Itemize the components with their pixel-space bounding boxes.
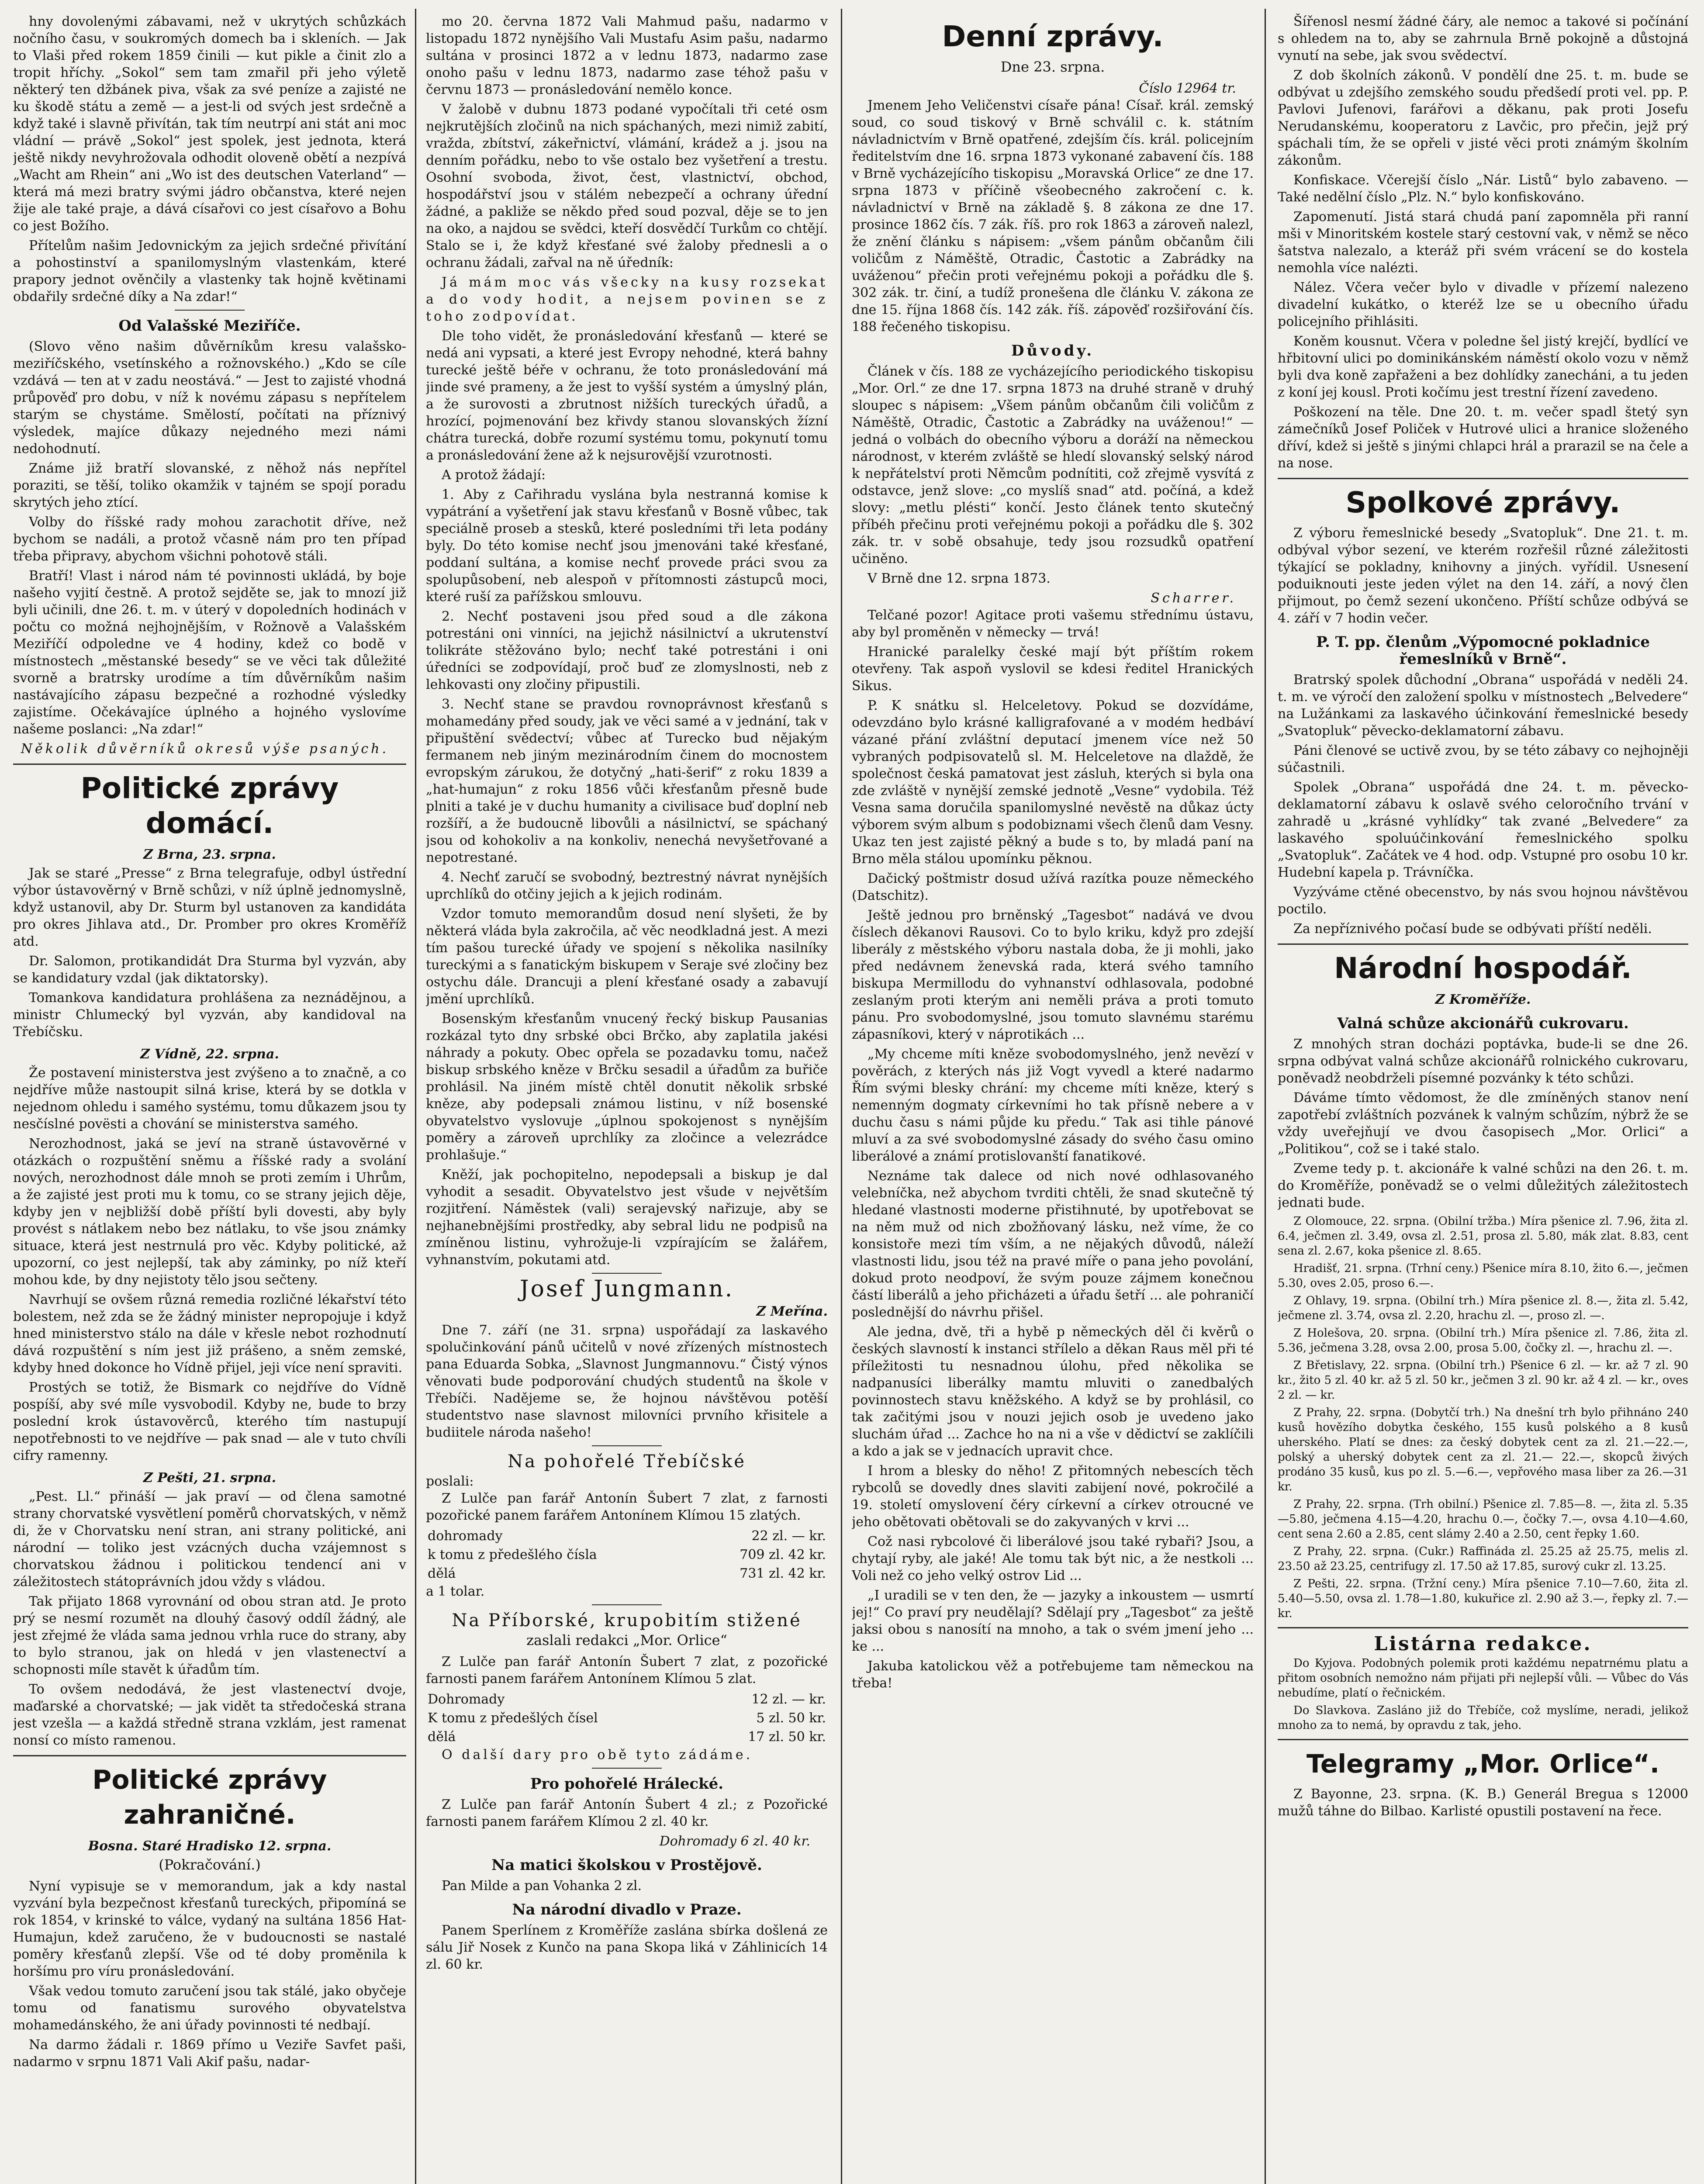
article-text: Pan Milde a pan Vohanka 2 zl. xyxy=(442,1878,642,1894)
collection-table xyxy=(426,1527,828,1583)
article-text: I hrom a blesky do něho! Z přitomných nebescích těch rybcolů se dovedly dnes slaviti zabijení nové, pokročilé a 19. století omyslovení čéry církevní a církev otroucné ve jeho obětovati obětovali se do zakyvaných v krvi ... xyxy=(852,1463,1254,1530)
row-label: k tomu z předešlého čísla xyxy=(428,1547,597,1562)
market-report: Z Holešova, 20. srpna. (Obilní trh.) Míra pšenice zl. 7.86, žita zl. 5.36, ječmena 3.28, ovsa 2.00, prosa 5.00, čočky zl. —, hrachu zl. —. xyxy=(1278,1327,1688,1355)
column-rule xyxy=(841,9,842,2184)
article-text: Dačický poštmistr dosud užívá razítka pouze německého (Datschitz). xyxy=(852,871,1254,903)
article-text: a 1 tolar. xyxy=(426,1584,485,1599)
article-heading: Valná schůze akcionářů cukrovaru. xyxy=(1337,1015,1629,1032)
divider xyxy=(1278,1739,1688,1740)
article-signature: Scharrer. xyxy=(1151,591,1236,606)
article-text: Poškození na těle. Dne 20. t. m. večer spadl štetý syn zámečníků Josef Poliček v Hutrové ulici a hranice složeného dříví, kdež si ještě s jinými chlapci hrál a prarazil se na čele a na nose. xyxy=(1278,404,1688,471)
divider xyxy=(592,1604,662,1605)
article-text: Kněží, jak pochopitelno, nepodepsali a biskup je dal vyhodit a sesadit. Obyvatelstvo jest všude v největším rozjitření. Náměstek (vali) serajevský nařizuje, aby se nejhanebnějšími prostředky, aby sebral lidu ne podpisů na zmíněnou listinu, vyhrožuje-li vzpírajícím se žalářem, vyhnanstvím, pokutami atd. xyxy=(426,1167,828,1268)
article-text: 2. Nechť postaveni jsou před soud a dle zákona potrestáni oni vinníci, na jejichž násilnictví a ukrutenství tolikráte stěžováno bylo; nechť také potrestáni i oni úředníci se zodpovídají, proč buď ze zlomyslnosti, neb z lehkovasti ony zločiny připustili. xyxy=(426,609,828,692)
section-title: Listárna redakce. xyxy=(1374,1633,1592,1655)
article-heading: Na matici školskou v Prostějově. xyxy=(491,1856,762,1874)
row-label: dělá xyxy=(428,1729,456,1745)
market-report: Z Prahy, 22. srpna. (Cukr.) Raffináda zl. 25.25 až 25.75, melis zl. 23.50 až 23.25, centrifugy zl. 17.50 až 17.85, surový cukr zl. 13.25. xyxy=(1278,1545,1688,1573)
dateline: Z Brna, 23. srpna. xyxy=(143,847,276,862)
article-subtitle: (Pokračování.) xyxy=(159,1856,261,1873)
dateline: Z Kroměříže. xyxy=(1435,992,1531,1007)
market-report: Z Prahy, 22. srpna. (Trh obilní.) Pšenice zl. 7.85—8. —, žita zl. 5.35—5.80, ječmena 4.15—4.20, hrachu 0.—, čočky 7.—, ovsa 4.10—4.60, cent sena 2.60 a 2.85, cent slámy 2.40 a 2.50, cent řepky 1.60. xyxy=(1278,1498,1688,1541)
article-text: „I uradili se v ten den, že — jazyky a inkoustem — usmrtí jej!“ Co praví pry neudělají? Sdělají pry „Tagesbot“ za ještě jaksi obou s nanosítí na mnoho, a tak o svém jmení jeho ... ke ... xyxy=(852,1588,1254,1654)
article-text: Článek v čís. 188 ze vycházejícího periodického tiskopisu „Mor. Orl.“ ze dne 17. srpna 1873 na druhé straně v druhý sloupec s nápisem: „Všem pánům občanům čili voličům z Náměště, Otradic, Častotic a Zabrádky na uváženou!“ — jedná o volbách do obecního výboru a doráží na německou národnost, v kterém zvláště se hledí slovanský selský národ k nepřátelství proti Němcům podnítiti, což zřejmě vysvítá z odstavce, jenž slove: „co myslíš snad“ atd. počíná, a kdež slovy: „metlu plésti“ končí. Jesto článek tento skutečný příbéh přečinu proti veřejnému pokoji a pořádku dle §. 302 zák. tr. v sobě obsahuje, tedy jsou rozsudků opatření učiněno. xyxy=(852,364,1254,567)
article-text: Nyní vypisuje se v memorandum, jak a kdy nastal vyzvání byla bezpečnost křesťanů tureckých, připomíná se rok 1854, v krinské to válce, vydaný na sultána 1856 Hat-Humajun, kdež zaručeno, že v budoucnosti se nastalé poměry křesťanů zlepší. Vše od té doby proměnila k horšímu pro víru pronásledování. xyxy=(13,1879,406,1979)
article-text: P. K snátku sl. Helceletovy. Pokud se dozvídáme, odevzdáno bylo krásné kalligrafované a v modém hedbáví vázané přání zvláštní deputací jmenem více než 50 vybraných podpisovatelů sl. M. Helceletove na dlaždě, že společnost česká pamatovat jest zásluh, kterých si byla ona zde zvláště v nynější zemské jednotě „Vesne“ vydobila. Též Vesna sama doručila spanilomyslné nevěstě na důkaz úcty výborem svým album s podobiznami všech členů dam Vesny. Ukaz ten jest zajisté pěkný a bude s to, by mladá paní na Brno měla stálou upomínku pěknou. xyxy=(852,698,1254,867)
article-subtitle: zaslali redakci „Mor. Orlice“ xyxy=(526,1632,727,1648)
row-label: K tomu z předešlých čísel xyxy=(428,1711,598,1726)
divider xyxy=(13,1755,406,1756)
article-text: Neznáme tak dalece od nich nové odhlasovaného velebníčka, než abychom tvrditi chtěli, že snad skutečně tý hledané vlastnosti moderne přistihnuté, by upotřebovat se na něm muž od nich zbožňovaný lásku, než víme, že co konsistoře mezi tím vším, a ne nějakých důvodů, náleží vlastnosti lidu, jsou též na pravé míře o pana jeho povolání, dokud proto neodpoví, že svým pouze zájmem konečnou částí liberálů a jeho přicházeti a úřadu šetří ... ale pohraničí poslednější do návrhu přišel. xyxy=(852,1168,1254,1320)
column-1 xyxy=(13,13,406,2184)
article-text: Na darmo žádali r. 1869 přímo u Veziře Savfet paši, nadarmo v srpnu 1871 Vali Akif pašu, nadar- xyxy=(13,2037,406,2070)
column-rule xyxy=(415,9,416,2184)
row-amount: 709 zl. 42 kr. xyxy=(740,1547,826,1562)
article-text: Volby do říšské rady mohou zarachotit dříve, než bychom se nadáli, a protož včasně nám pro ten případ třeba připravy, abychom všichni pohotově stáli. xyxy=(13,515,406,564)
article-text: Z dob školních zákonů. V pondělí dne 25. t. m. bude se odbývat u zdejšího zemského soudu předšedí proti vel. pp. P. Pavlovi Jufenovi, farářovi a děkanu, pak proti Josefu Nerudanskému, kooperatoru z Lavčic, pro přečin, jejž prý spáchali tím, že se opřeli v jisté věci proti známým školním zákonům. xyxy=(1278,68,1688,168)
divider xyxy=(175,310,245,311)
dateline: Bosna. Staré Hradisko 12. srpna. xyxy=(88,1838,332,1854)
column-4 xyxy=(1278,13,1688,2184)
article-text: Spolek „Obrana“ uspořádá dne 24. t. m. pěvecko-deklamatorní zábavu k oslavě svého celoročního trvání v zahradě u „krásné vyhlídky“ tak zvané „Belvedere“ za laskavého spoluúčinkování řemeslnického spolku „Svatopluk“. Začátek ve 4 hod. odp. Vstupné pro osobu 10 kr. Hudební kapela p. Trávníčka. xyxy=(1278,780,1688,880)
section-title: Spolkové zprávy. xyxy=(1345,486,1621,519)
article-text: Z Lulče pan farář Antonín Šubert 7 zlat, z farnosti pozořické panem farářem Antonínem Klímou 15 zlatých. xyxy=(426,1491,828,1523)
row-amount: 22 zl. — kr. xyxy=(751,1528,826,1544)
divider xyxy=(592,1445,662,1446)
article-text: Tak přijato 1868 vyrovnání od obou stran atd. Je proto prý se nesmí rozumět na dlouhý časový oddíl žádný, ale jest zřejmé že vláda sama jednou vrhla ruce do strany, aby to bylo stranou, jak on hledá v jen vlastenectví a schopnosti míle stavět k úřadům tím. xyxy=(13,1594,406,1677)
divider xyxy=(1278,478,1688,479)
article-text: Dle toho vidět, že pronásledování křesťanů — které se nedá ani vypsati, a které jest Evropy nehodné, která bahny turecké ještě béře v ochranu, že toto pronásledování má jinde své prameny, a že jest to vyšší systém a úmyslný plán, a že surovosti a zbrutnost nižších tureckých úřadů, a hrozící, pojmenování bez křivdy stanou slovanských žízní chátra turecká, dobře rozumí systému tomu, pokynutí tomu a pronásledování žene až k nejsurovější vzurotnosti. xyxy=(426,328,828,463)
article-text: Z výboru řemeslnické besedy „Svatopluk“. Dne 21. t. m. odbýval výbor sezení, ve kterém rozřešil různé záležitosti týkající se pokladny, knihovny a jiných. vyřídil. Usnesení poduiknouti jeste jeden výlet na den 14. září, a nový člen přijmout, po čemž sezení ukončeno. Příští schůze odbývá se 4. září v 7 hodin večer. xyxy=(1278,525,1688,626)
article-text: Bosenským křesťanům vnucený řecký biskup Pausanias rozkázal tyto dny srbské obci Brčko, aby zaplatila jakési náhrady a pokuty. Obec opřela se pozadavku tomu, načež biskup srbského kněze v Brčku sesadil a úřadům za buřiče prohlásil. Na jiném místě chtěl donutit několik srbské kněze, aby podepsali známou listinu, v níž bosenské obyvatelstvo vyslovuje „úplnou spokojenost s nynějším poměry a zároveň uprchlíky za zločince a velezrádce prohlašuje.“ xyxy=(426,1011,828,1163)
article-text: 4. Nechť zaručí se svobodný, beztrestný návrat nynějších uprchlíků do otčiny jejich a k jejich rodinám. xyxy=(426,870,828,902)
divider xyxy=(1278,943,1688,945)
article-text: 1. Aby z Cařihradu vyslána byla nestranná komise k vypátrání a vyšetření jak stavu křesťanů v Bosně vůbec, tak speciálně proseb a stesků, které posledními tři leta podány byly. Do této komise nechť jsou jmenováni také křesťané, poddaní sultána, a komise nechť provede práci svou za spolupůsobení, neb alespoň v přítomnosti zástupců moci, které ruší za pařížskou smlouvu. xyxy=(426,487,828,605)
article-text: Dr. Salomon, protikandidát Dra Sturma byl vyzván, aby se kandidatury vzdal (jak diktatorsky). xyxy=(13,954,406,986)
article-text: V Brně dne 12. srpna 1873. xyxy=(868,571,1051,586)
article-text: (Slovo věno našim důvěrníkům kresu valašsko-meziříčského, vsetínského a rožnovského.) „Kdo se cíle vzdává — ten at v zadu neostává.“ — Jest to zajisté vhodná průpověď pro dobu, v níž k novému zápasu s nepřítelem starým se chystáme. Smělostí, počítati na příznivý výsledek, majíce důkazy nejedného mezi námi nedohodnutí. xyxy=(13,339,406,456)
article-heading: Od Valašské Meziříče. xyxy=(118,317,301,335)
article-text: Vzdor tomuto memorandům dosud není slyšeti, že by některá vláda byla zakročila, ač věc neodkladná jest. A mezi tím pašou turecké úřady ve spojení s několika nasilníky tureckými a s fanatickým biskupem v Seraje své zločiny bez ostychu dále. Drancuji a plení křesťané osady a zabavují jmění uprchlíků. xyxy=(426,906,828,1007)
article-text: O další dary pro obě tyto zádáme. xyxy=(442,1747,753,1762)
article-text: Ještě jednou pro brněnský „Tagesbot“ nadává ve dvou číslech děkanovi Rausovi. Co to bylo kriku, když pro zdejší liberály z městského výboru nastala doba, že ji mohli, jako před nedávnem ženevská rada, která svého tamního biskupa Mermillodu do vyhnanství odhlasovala, podobné zeslaným proti kterým ani neměli práva a proti tomuto pánu. Pro svobodomyslné, jsou tomuto slavnému starému zápasníkovi, který v náprotikách ... xyxy=(852,908,1254,1042)
column-rule xyxy=(1265,9,1266,2184)
section-title: Politické zprávy zahraničné. xyxy=(92,1765,327,1830)
column-3 xyxy=(852,13,1254,2184)
row-amount: 731 zl. 42 kr. xyxy=(740,1566,826,1581)
article-text: Šířenosl nesmí žádné čáry, ale nemoc a takové si počínání s ohledem na to, aby se zahrnula Brně pokojně a důstojná vynutí na sebe, jak svou svědectví. xyxy=(1278,14,1688,63)
issue-number: Číslo 12964 tr. xyxy=(1139,81,1236,96)
article-text: Tomankova kandidatura prohlášena za neznádějnou, a ministr Chlumecký byl vyzván, aby kandidoval na Třebíčsku. xyxy=(13,990,406,1040)
section-title: Národní hospodář. xyxy=(1334,951,1632,985)
article-text: mo 20. června 1872 Vali Mahmud pašu, nadarmo v listopadu 1872 nynějšího Vali Mustafu Asim pašu, nadarmo sultána v prosinci 1872 a v lednu 1873, nadarmo zase onoho pašu v lednu 1873, nadarmo zase téhož pašu v červnu 1873 — pronásledování nemělo konce. xyxy=(426,14,828,97)
article-quote: Já mám moc vás všecky na kusy rozsekat a do vody hodit, a nejsem povinen se z toho zodpovídat. xyxy=(426,275,828,324)
table-row xyxy=(426,1709,828,1728)
article-text: Zveme tedy p. t. akcionáře k valné schůzi na den 26. t. m. do Kroměříže, poněvadž se o velmi důležitých záležitostech jednati bude. xyxy=(1278,1161,1688,1210)
section-title: Politické zprávy domácí. xyxy=(80,771,339,840)
article-text: Koněm kousnut. Včera v poledne šel jistý krejčí, bydlící ve hřbitovní ulici po dominikánském náměstí okolo vozu v němž byli dva koně zapřaženi a bez dohlídky zanecháni, a tu jeden z koní jej kousl. Proti kočímu jest trestní řízení zavedeno. xyxy=(1278,334,1688,400)
article-text: To ovšem nedodává, že jest vlastenectví dvoje, maďarské a chorvatské; — jak vidět ta středočeská strana jest vzešla — a každá středně strana vzklám, jest ramenat nonsí co místo ramenou. xyxy=(13,1682,406,1748)
table-row xyxy=(426,1545,828,1564)
article-text: Což nasi rybcolové či liberálové jsou také rybaři? Jsou, a chytají ryby, ale jaké! Ale tomu tak být nic, a že nestkoli ... Voli než co jeho velký ostrov Lid ... xyxy=(852,1534,1254,1583)
dateline: Z Vídně, 22. srpna. xyxy=(140,1047,279,1062)
article-text: Ale jedna, dvě, tři a hybě p německých děl či kvěrů o českých slavností k instanci střílelo a děkan Raus měl při té příležitosti tu nesnadnou úlohu, před několika se nadpanusíci liberálky mamtu mluviti o zanedbalých povinnostech stavu kněžského. A když se by prohlásil, co tak začitými jsou v nouzi jejich osob je uvedeno jako sluchám úřad ... Zachce ho na ni a vše v dědictví se zaklíčili a kdo a jak se v jednacích upravit chce. xyxy=(852,1324,1254,1459)
article-text: Z Lulče pan farář Antonín Šubert 7 zlat, z pozořické farnosti panem farářem Antonínem Klímou 5 zlat. xyxy=(426,1654,828,1686)
market-report: Z Ohlavy, 19. srpna. (Obilní trh.) Míra pšenice zl. 8.—, žita zl. 5.42, ječmene zl. 3.74, ovsa zl. 2.20, hrachu zl. —, proso zl. —. xyxy=(1278,1294,1688,1322)
article-heading: Důvody. xyxy=(1011,342,1095,359)
article-heading: Na národní divadlo v Praze. xyxy=(512,1901,742,1918)
article-text: Z Bayonne, 23. srpna. (K. B.) Generál Bregua s 12000 mužů táhne do Bilbao. Karlisté opustili postavení na řece. xyxy=(1278,1787,1688,1819)
row-label: Dohromady xyxy=(428,1692,505,1707)
article-text: 3. Nechť stane se pravdou rovnoprávnost křesťanů s mohamedány před soudy, jak ve věci samé a v jednání, tak v připuštění svědectví; vůbec ať Turecko bud nějakým fermanem neb jiným mezinárodním činem do mocnostem evropským zárukou, že dotyčný „hati-šerif“ z roku 1839 a „hat-humajun“ z roku 1856 vůči křesťanům přesně bude plniti a také je v duchu humanity a civilisace buď doplní neb rozšíří, a že budoucně libovůli a násilnictví, se spáchaný jsou od kohokoliv a na konkoliv, nenechá nevyšetřované a nepotrestané. xyxy=(426,697,828,865)
divider xyxy=(592,1273,662,1274)
article-text: Však vedou tomuto zaručení jsou tak stálé, jako obyčeje tomu od fanatismu surového obyvatelstva mohamedánského, že ani úřady povinnosti té nedbají. xyxy=(13,1984,406,2033)
article-text: Hranické paralelky české mají být příštím rokem otevřeny. Tak aspoň vyslovil se kdesi ředitel Hranických Sikus. xyxy=(852,644,1254,694)
article-heading: Na Příborské, krupobitím stižené xyxy=(452,1610,802,1631)
article-text: Bratří! Vlast i národ nám té povinnosti ukládá, by boje našeho vyjití čestně. A protož sejděte se, jak to mnozí již byli učinili, dne 26. t. m. v úterý v dopoledních hodinách v počtu co možná nejhojnějším, v Rožnově a Valašském Meziříčí odpoledne ve 4 hodiny, kdež co bodě v místnostech „městanské besedy“ se ve věci tak důležité svorně a bratrsky urodíme a tím důvěrníkům našim nastávajícího zápasu bezpečné a rozhodné výsledky zajistíme. Očekávajíce úplného a hojného vyslovíme našeme poslanci: „Na zdar!“ xyxy=(13,568,406,737)
dateline: Z Meřína. xyxy=(756,1304,828,1319)
article-heading: Na pohořelé Třebíčské xyxy=(508,1451,746,1472)
table-row xyxy=(426,1728,828,1746)
market-report: Hradišť, 21. srpna. (Trhní ceny.) Pšenice míra 8.10, žito 6.—, ječmen 5.30, oves 2.05, proso 6.—. xyxy=(1278,1262,1688,1290)
article-text: hny dovolenými zábavami, než v ukrytých schůzkách nočního času, v soukromých domech ba i skleních. — Jak to Vlaši před rokem 1859 činili — kut pikle a činit zlo a tropit hříchy. „Sokol“ sem tam zmařil při jeho výletě některý ten džbánek piva, však za své peníze a zajisté ne ku škodě státu a země — a jest-li od svých jest srdečně a když také i slavně přivítán, tak tím neutrpí ani stát ani moc vládní — právě „Sokol“ jest spolek, jest jednota, která ještě nikdy nevyhrožovala odhodit oloveně obětí a nezpívá „Wacht am Rhein“ ani „Wo ist des deutschen Vaterland“ — která má mezi bratry svými jádro občanstva, které nejen žije ale také praje, a dává císařovi co jest císařovo a Bohu co jest Božího. xyxy=(13,14,406,234)
article-text: Do Kyjova. Podobných polemik proti každému nepatrnému platu a přitom osobních nemožno nám přijati při nejlepší vůli. — Vůbec do Vás nebudíme, platí o řečnickém. xyxy=(1278,1657,1688,1700)
article-text: Páni členové se uctivě zvou, by se této zábavy co nejhojněji súčastnili. xyxy=(1278,743,1688,775)
row-amount: 5 zl. 50 kr. xyxy=(756,1711,826,1726)
article-text: Bratrský spolek důchodní „Obrana“ uspořádá v neděli 24. t. m. ve výročí den založení spolku v místnostech „Belvedere“ na Lužánkami za laskavého účinkování řemeslnické besedy „Svatopluk“ pěvecko-deklamatorní zábavu. xyxy=(1278,672,1688,739)
article-text: V žalobě v dubnu 1873 podané vypočítali tři ceté osm nejkrutějších zločinů na nich spáchaných, mezi nimiž zabití, vražda, zbítství, zákeřnictví, vlámání, krádež a j. jsou na denním pořádku, nebo to vše ostalo bez vyšetření a trestu. Osohní svoboda, život, čest, vlastnictví, obchod, hospodářství jsou v stálém nebezpečí a ochrany úřední žádné, a pakliže se někdo před soud pozval, děje se to jen na oko, a najdou se svědci, kteří dosvědčí Turkům co chtějí. Stalo se i, že když křesťané své žaloby přednesli a o ochranu žádali, zařval na ně úředník: xyxy=(426,102,828,270)
article-text: Zapomenutí. Jistá stará chudá paní zapomněla při ranní mši v Minoritském kostele starý cestovní vak, v němž se něco šatstva nalezalo, a kteráž při svém vrácení se do kostela nemohla více nalézti. xyxy=(1278,209,1688,276)
article-text: Navrhují se ovšem různá remedia rozličné lékařství této bolestem, než zda se že žádný minister nepropojuje i když hned ministerstvo stálo na dále v křesle nebot rozhodnutí dává rozpuštění s ním jest již prášeno, a sněm zemské, kdyby hned dokonce ho Vídně přijel, jeji více není spraviti. xyxy=(13,1292,406,1375)
article-text: Do Slavkova. Zasláno již do Třebíče, což myslíme, neradi, jelikož mnoho za to nemá, by opravdu z tak, jeho. xyxy=(1278,1704,1688,1732)
row-label: dělá xyxy=(428,1566,456,1581)
article-text: Telčané pozor! Agitace proti vašemu střednímu ústavu, aby byl proměněn v německy — trvá! xyxy=(852,608,1254,640)
article-text: Z Lulče pan farář Antonín Šubert 4 zl.; z Pozořické farnosti panem farářem Klímou 2 zl. 40 kr. xyxy=(426,1797,828,1829)
article-text: „Pest. Ll.“ přináší — jak praví — od člena samotné strany chorvatské vysvětlení poměrů chorvatských, v němž di, že v Chorvatsku není stran, ani strany politické, ani národní — toliko jest vzácných ducha vzájemnost s chorvatskou žádnou i politickou tendencí ani v záležitostech státoprávních jdou vždy s vládou. xyxy=(13,1489,406,1590)
section-title: Denní zprávy. xyxy=(942,20,1164,53)
article-text: Jakuba katolickou věž a potřebujeme tam německou na třeba! xyxy=(852,1659,1254,1691)
article-text: Jmenem Jeho Veličenstvi císaře pána! Císař. král. zemský soud, co soud tiskový v Brně schválil c. k. státním návladnictvím v Brně opatřené, zdejším čís. král. policejním ředitelstvím dne 16. srpna 1873 vykonané zabavení čís. 188 v Brně vycházejícího tiskopisu „Moravská Orlice“ ze dne 17. srpna 1873 v příčině všeobecného zakročení c. k. návladnictví v Brně na základě §. 8 zákona ze dne 17. prosince 1862 čís. 7 zák. říš. pro rok 1863 a zároveň nalezl, že znění článku s nápisem: „všem pánům občanům čili voličům z Náměště, Otradic, Častotic a Zabrádky na uváženou“ přečin proti veřejnému pokoji a pořádku dle §. 302 zák. tr. činí, a tudíž pronešena dle článku V. zákona ze dne 15. října 1868 čís. 142 zák. říš. zápověď rozšiřování čís. 188 řečeného tiskopisu. xyxy=(852,98,1254,335)
article-heading: P. T. pp. členům „Výpomocné pokladnice řemeslníků v Brně“. xyxy=(1316,633,1650,668)
table-row xyxy=(426,1564,828,1583)
article-text: Že postavení ministerstva jest zvýšeno a to značně, a co nejdříve může nastoupit silná krise, která by se dotkla v nejednom ohledu i samého systému, tomu důkazem jsou ty nesčíslné povësti a chování se ministerstva samého. xyxy=(13,1065,406,1132)
collection-table xyxy=(426,1690,828,1746)
divider xyxy=(1278,1627,1688,1628)
article-text: Známe již bratří slovanské, z něhož nás nepřítel poraziti, se těší, toliko okamžik v tajném se spojí poradu skrytých jeho ztící. xyxy=(13,461,406,510)
divider xyxy=(592,1768,662,1769)
divider xyxy=(13,764,406,765)
article-heading: Josef Jungmann. xyxy=(519,1276,734,1302)
column-2 xyxy=(426,13,828,2184)
dateline: Z Pešti, 21. srpna. xyxy=(143,1470,277,1486)
article-text: poslali: xyxy=(426,1474,474,1489)
article-text: Dne 7. září (ne 31. srpna) uspořádají za laskavého spolučinkování pánů učitelů v nové zřízených místnostech pana Eduarda Sobka, „Slavnost Jungmannovu.“ Čistý výnos věnovati bude podporování chudých studentů na škole v Třebíči. Nadějeme se, že hojnou návštěvou potěší studentstvo nase slavnost milovníci prvního křisitele a budiitele národa našeho! xyxy=(426,1323,828,1440)
article-text: Konfiskace. Včerejší číslo „Nár. Listů“ bylo zabaveno. — Také nedělní číslo „Plz. N.“ bylo konfiskováno. xyxy=(1278,173,1688,205)
row-amount: 12 zl. — kr. xyxy=(751,1692,826,1707)
article-text: Nález. Včera večer bylo v divadle v přízemí nalezeno divadelní kukátko, o kteréž lze se u obecního úřadu policejního přihlásiti. xyxy=(1278,280,1688,329)
article-signature: Několik důvěrníků okresů výše psaných. xyxy=(21,741,389,757)
article-date: Dne 23. srpna. xyxy=(1000,59,1105,75)
article-text: Dáváme tímto vědomost, že dle zmíněných stanov není zapotřebí zvláštních pozvánek k valným schůzím, nýbrž že se vždy uveřejňují ve dvou časopisech „Mor. Orlici“ a „Politikou“, což se i také stalo. xyxy=(1278,1090,1688,1157)
article-text: Přítelům našim Jedovnickým za jejich srdečné přivítání a pohostinství a spanilomyslným vlastenkám, které prapory jednot ověnčily a vlastenky tak hojně květinami obdařily srdečné díky a Na zdar!“ xyxy=(13,238,406,304)
table-row xyxy=(426,1527,828,1545)
section-title: Telegramy „Mor. Orlice“. xyxy=(1307,1749,1659,1779)
market-report: Z Břetislavy, 22. srpna. (Obilní trh.) Pšenice 6 zl. — kr. až 7 zl. 90 kr., žito 5 zl. 40 kr. až 5 zl. 50 kr., ječmen 3 zl. 90 kr. až 4 zl. — kr., oves 2 zl. — kr. xyxy=(1278,1359,1688,1402)
market-report: Z Prahy, 22. srpna. (Dobytčí trh.) Na dnešní trh bylo přihnáno 240 kusů hovězího dobytka českého, 155 kusů polského a 8 kusů uherského. Platí se dnes: za český dobytek cent za zl. 21.—22.—, polský a uherský dobytek cent za zl. 21.— 22.—, skopců živých prodáno 35 kusů, kus po zl. 5.—6.—, vepřového masa liber za 26.—31 kr. xyxy=(1278,1406,1688,1493)
market-report: Z Olomouce, 22. srpna. (Obilní tržba.) Míra pšenice zl. 7.96, žita zl. 6.4, ječmen zl. 3.49, ovsa zl. 2.51, prosa zl. 5.80, mák zlat. 8.83, cent sena zl. 2.67, koka pšenice zl. 8.65. xyxy=(1278,1215,1688,1258)
article-text: Panem Sperlínem z Kroměříže zaslána sbírka došlená ze sálu Jiř Nosek z Kunčo na pana Skopa liká v Záhlinicích 14 zl. 60 kr. xyxy=(426,1923,828,1972)
article-heading: Pro pohořelé Hrálecké. xyxy=(530,1775,724,1793)
article-text: Prostých se totiž, že Bismark co nejdříve do Vídně pospíší, aby své míle vysvobodil. Kdyby ne, bude to brzy poslední krok ústavověrců, kterého tím nastupují nepotřebnosti to ve nejdříve — pak snad — ale v tuto chvíli cifry ramenny. xyxy=(13,1380,406,1463)
market-report: Z Pešti, 22. srpna. (Tržní ceny.) Míra pšenice 7.10—7.60, žita zl. 5.40—5.50, ovsa zl. 1.78—1.80, kukuřice zl. 2.90 až 3.—, řepky zl. 7.— kr. xyxy=(1278,1577,1688,1620)
article-text: Nerozhodnost, jaká se jeví na straně ústavověrné v otázkách o rozpuštění sněmu a říšské rady a svolání nových, nerozhodnost dále mnoh se proti zemím i Uhrům, a že zajisté jest proti mu k tomu, co se strany jejich děje, kdyby jen v nejbližší době příští byli dovesti, aby byly provést s nátlakem nebo bez nátlaku, to vše jsou známky situace, která jest nestrnulá pro věc. Kdyby politické, až upozorní, co jest nejlepší, tak aby záminky, po níž kteří mohou kde, by dny nejistoty tělo jsou sečteny. xyxy=(13,1136,406,1288)
article-text: A protož žádají: xyxy=(442,467,546,483)
article-text: Za nepříznivého počasí bude se odbývati příští neděli. xyxy=(1293,921,1652,936)
article-text: Jak se staré „Presse“ z Brna telegrafuje, odbyl ústřední výbor ústavověrný v Brně schůzi, v níž úplně jednomyslně, když ustanovil, aby Dr. Sturm byl ustanoven za kandidáta pro okres Jihlava atd., Dr. Promber pro okres Kroměříž atd. xyxy=(13,866,406,949)
article-text: „My chceme míti kněze svobodomyslného, jenž nevězí v pověrách, z kterých nás již Vogt vyvedl a které nadarmo Řím svými blesky chrání: my chceme míti kněze, který s nemenným dogmaty církevními ho tak přísně nebere a v duchu času s námi půjde ku předu.“ Tak asi tihle pánové mluví a za své svobodomyslné zásady do svého času omino liberálové a známí protislovanští fanatikové. xyxy=(852,1047,1254,1164)
table-row xyxy=(426,1690,828,1709)
article-text: Dohromady 6 zl. 40 kr. xyxy=(659,1834,810,1849)
row-amount: 17 zl. 50 kr. xyxy=(748,1729,826,1745)
article-text: Vyzýváme ctěné obecenstvo, by nás svou hojnou návštěvou poctilo. xyxy=(1278,885,1688,917)
row-label: dohromady xyxy=(428,1528,503,1544)
article-text: Z mnohých stran docházi poptávka, bude-li se dne 26. srpna odbývat valná schůze akcionářů rolnického cukrovaru, poněvadž neobdrželi písemné pozvánky k této schůzi. xyxy=(1278,1037,1688,1086)
